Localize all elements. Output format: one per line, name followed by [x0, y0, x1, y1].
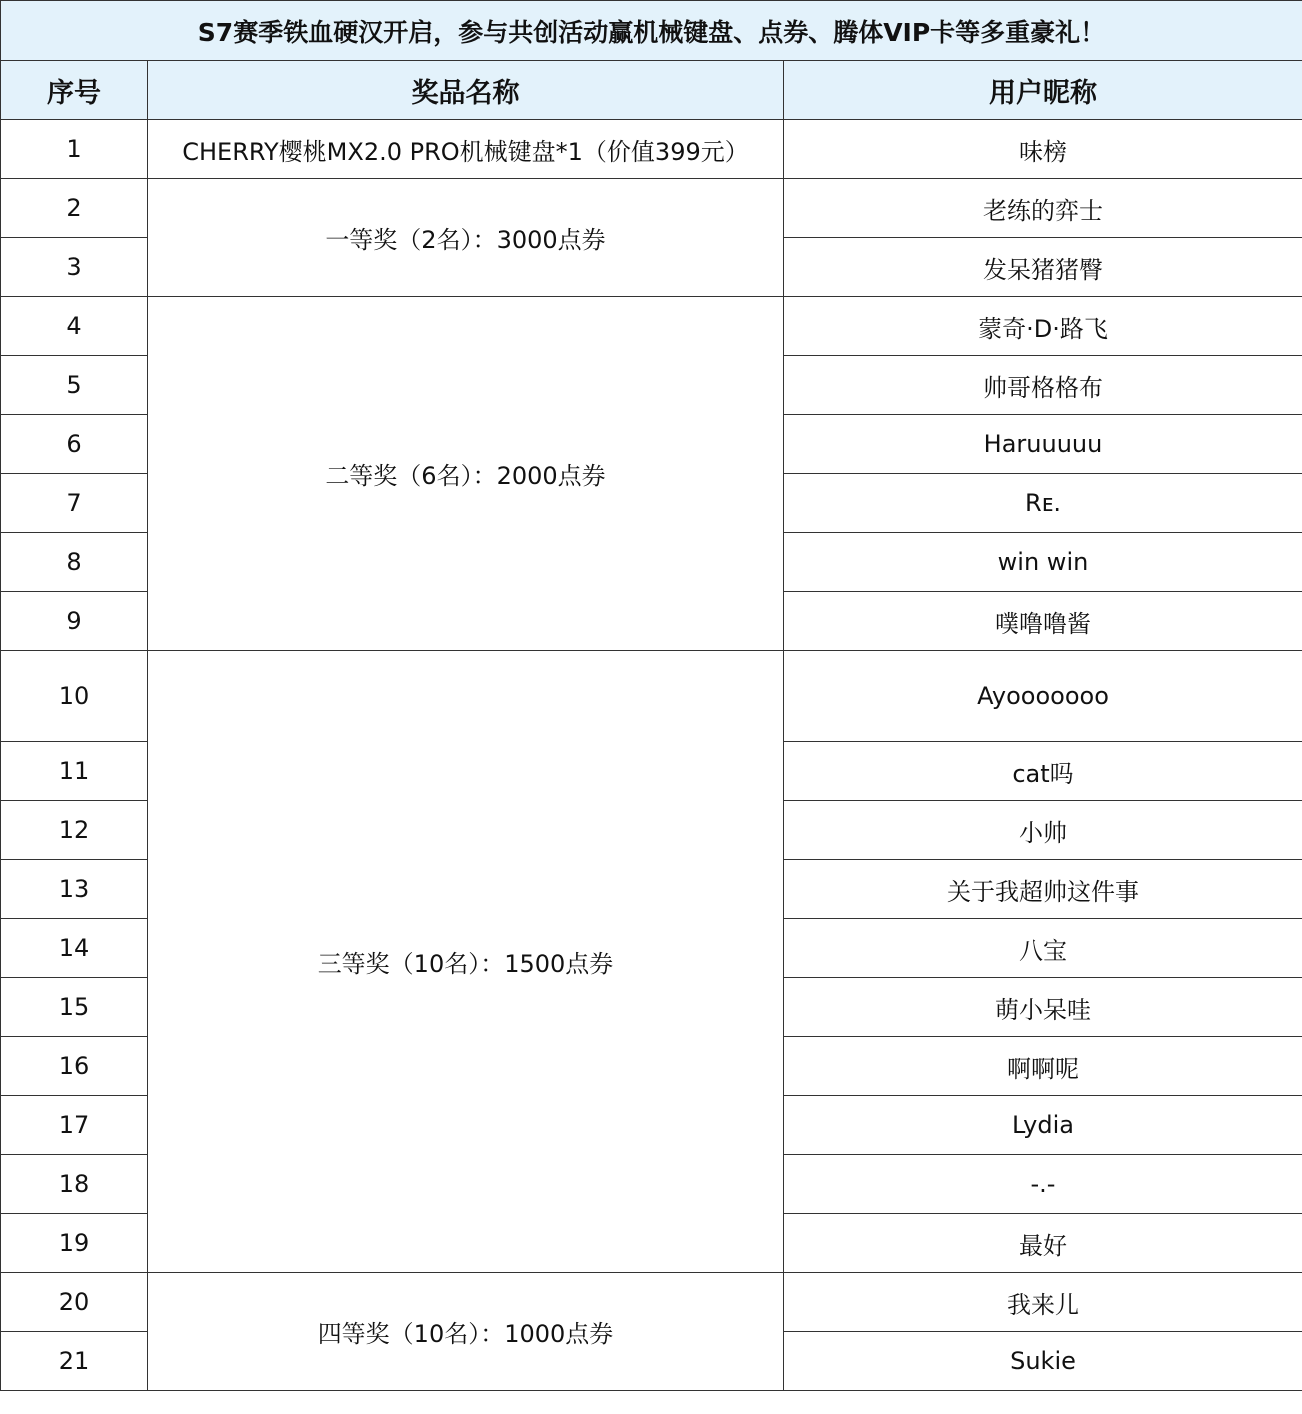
- row-index: 3: [1, 238, 148, 297]
- prize-cell: CHERRY樱桃MX2.0 PRO机械键盘*1（价值399元）: [148, 120, 784, 179]
- nickname-cell: 发呆猪猪臀: [784, 238, 1302, 297]
- row-index: 21: [1, 1332, 148, 1391]
- row-index: 15: [1, 978, 148, 1037]
- nickname-cell: 我来儿: [784, 1273, 1302, 1332]
- nickname-cell: 啊啊呢: [784, 1037, 1302, 1096]
- title-row: [1, 1, 1302, 61]
- prize-cell: 三等奖（10名）：1500点券: [148, 651, 784, 1273]
- row-index: 12: [1, 801, 148, 860]
- nickname-cell: 最好: [784, 1214, 1302, 1273]
- row-index: 20: [1, 1273, 148, 1332]
- row-index: 1: [1, 120, 148, 179]
- nickname-cell: 八宝: [784, 919, 1302, 978]
- row-index: 6: [1, 415, 148, 474]
- nickname-cell: Rᴇ.: [784, 474, 1302, 533]
- row-index: 7: [1, 474, 148, 533]
- table-row: [1, 651, 1302, 742]
- nickname-cell: -.-: [784, 1155, 1302, 1214]
- row-index: 4: [1, 297, 148, 356]
- nickname-cell: 老练的弈士: [784, 179, 1302, 238]
- row-index: 17: [1, 1096, 148, 1155]
- row-index: 16: [1, 1037, 148, 1096]
- table-row: [1, 179, 1302, 238]
- nickname-cell: 噗噜噜酱: [784, 592, 1302, 651]
- row-index: 18: [1, 1155, 148, 1214]
- nickname-cell: 帅哥格格布: [784, 356, 1302, 415]
- row-index: 19: [1, 1214, 148, 1273]
- nickname-cell: Sukie: [784, 1332, 1302, 1391]
- nickname-cell: 味榜: [784, 120, 1302, 179]
- row-index: 9: [1, 592, 148, 651]
- row-index: 8: [1, 533, 148, 592]
- row-index: 2: [1, 179, 148, 238]
- nickname-cell: Lydia: [784, 1096, 1302, 1155]
- header-prize: 奖品名称: [148, 61, 784, 120]
- prize-cell: 四等奖（10名）：1000点券: [148, 1273, 784, 1391]
- nickname-cell: Ayooooooo: [784, 651, 1302, 742]
- nickname-cell: Haruuuuu: [784, 415, 1302, 474]
- table-row: [1, 120, 1302, 179]
- row-index: 10: [1, 651, 148, 742]
- nickname-cell: cat吗: [784, 742, 1302, 801]
- nickname-cell: 萌小呆哇: [784, 978, 1302, 1037]
- row-index: 11: [1, 742, 148, 801]
- header-row: [1, 61, 1302, 120]
- nickname-cell: 关于我超帅这件事: [784, 860, 1302, 919]
- prize-cell: 一等奖（2名）：3000点券: [148, 179, 784, 297]
- header-nickname: 用户昵称: [784, 61, 1302, 120]
- nickname-cell: 蒙奇·D·路飞: [784, 297, 1302, 356]
- table-row: [1, 1273, 1302, 1332]
- nickname-cell: 小帅: [784, 801, 1302, 860]
- table-row: [1, 297, 1302, 356]
- row-index: 13: [1, 860, 148, 919]
- nickname-cell: win win: [784, 533, 1302, 592]
- row-index: 14: [1, 919, 148, 978]
- header-index: 序号: [1, 61, 148, 120]
- table-title: S7赛季铁血硬汉开启，参与共创活动赢机械键盘、点券、腾体VIP卡等多重豪礼！: [1, 1, 1302, 61]
- prize-cell: 二等奖（6名）：2000点券: [148, 297, 784, 651]
- row-index: 5: [1, 356, 148, 415]
